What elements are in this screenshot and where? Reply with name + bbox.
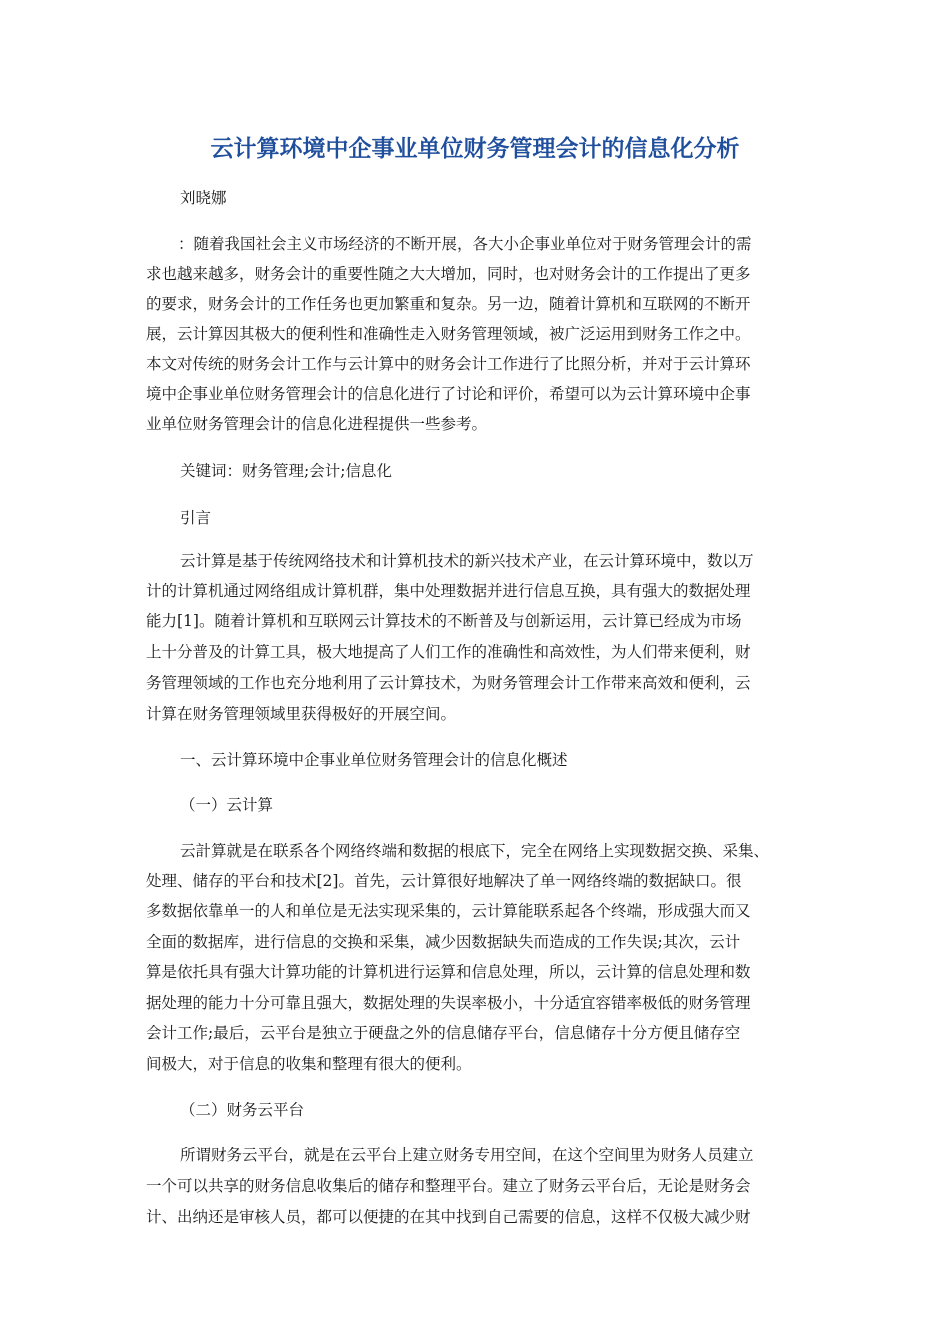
intro-line: 能力[1]。随着计算机和互联网云计算技术的不断普及与创新运用，云计算已经成为市场 <box>146 612 742 630</box>
intro-line: 云计算是基于传统网络技术和计算机技术的新兴技术产业，在云计算环境中，数以万 <box>180 552 754 570</box>
author-name: 刘晓娜 <box>180 189 227 207</box>
abstract-line: 境中企事业单位财务管理会计的信息化进行了讨论和评价，希望可以为云计算环境中企事 <box>146 385 751 403</box>
document-title: 云计算环境中企事业单位财务管理会计的信息化分析 <box>210 136 740 162</box>
body-line: 一个可以共享的财务信息收集后的储存和整理平台。建立了财务云平台后，无论是财务会 <box>146 1177 751 1195</box>
abstract-line: 展，云计算因其极大的便利性和准确性走入财务管理领域，被广泛运用到财务工作之中。 <box>146 325 751 343</box>
intro-line: 务管理领域的工作也充分地利用了云计算技术，为财务管理会计工作带来高效和便利，云 <box>146 674 751 692</box>
body-line: 所谓财务云平台，就是在云平台上建立财务专用空间，在这个空间里为财务人员建立 <box>180 1146 754 1164</box>
intro-heading: 引言 <box>180 509 212 527</box>
abstract-line: 的要求，财务会计的工作任务也更加繁重和复杂。另一边，随着计算机和互联网的不断开 <box>146 295 751 313</box>
body-line: 计、出纳还是审核人员，都可以便捷的在其中找到自己需要的信息，这样不仅极大减少财 <box>146 1208 751 1226</box>
intro-line: 计算在财务管理领域里获得极好的开展空间。 <box>146 705 457 723</box>
body-line: 全面的数据库，进行信息的交换和采集，减少因数据缺失而造成的工作失误;其次，云计 <box>146 933 741 951</box>
body-line: 算是依托具有强大计算功能的计算机进行运算和信息处理，所以，云计算的信息处理和数 <box>146 963 751 981</box>
section-heading: 一、云计算环境中企事业单位财务管理会计的信息化概述 <box>180 751 568 769</box>
body-line: 多数据依靠单一的人和单位是无法实现采集的，云计算能联系起各个终端，形成强大而又 <box>146 902 751 920</box>
abstract-line: 本文对传统的财务会计工作与云计算中的财务会计工作进行了比照分析，并对于云计算环 <box>146 355 751 373</box>
body-line: 会计工作;最后，云平台是独立于硬盘之外的信息储存平台，信息储存十分方便且储存空 <box>146 1024 741 1042</box>
body-line: 云計算就是在联系各个网络终端和数据的根底下，完全在网络上实现数据交换、采集、 <box>180 842 770 860</box>
abstract-line: 业单位财务管理会计的信息化进程提供一些参考。 <box>146 415 488 433</box>
body-line: 间极大，对于信息的收集和整理有很大的便利。 <box>146 1055 472 1073</box>
abstract-line: 求也越来越多，财务会计的重要性随之大大增加，同时，也对财务会计的工作提出了更多 <box>146 265 751 283</box>
subsection-heading: （一）云计算 <box>180 796 274 814</box>
keywords: 关键词：财务管理;会计;信息化 <box>180 462 392 480</box>
body-line: 据处理的能力十分可靠且强大，数据处理的失误率极小，十分适宜容错率极低的财务管理 <box>146 994 751 1012</box>
subsection-heading: （二）财务云平台 <box>180 1101 305 1119</box>
body-line: 处理、储存的平台和技术[2]。首先，云计算很好地解决了单一网络终端的数据缺口。很 <box>146 872 742 890</box>
abstract-line: ：随着我国社会主义市场经济的不断开展，各大小企事业单位对于财务管理会计的需 <box>178 235 752 253</box>
intro-line: 上十分普及的计算工具，极大地提高了人们工作的准确性和高效性，为人们带来便利，财 <box>146 643 751 661</box>
intro-line: 计的计算机通过网络组成计算机群，集中处理数据并进行信息互换，具有强大的数据处理 <box>146 582 751 600</box>
